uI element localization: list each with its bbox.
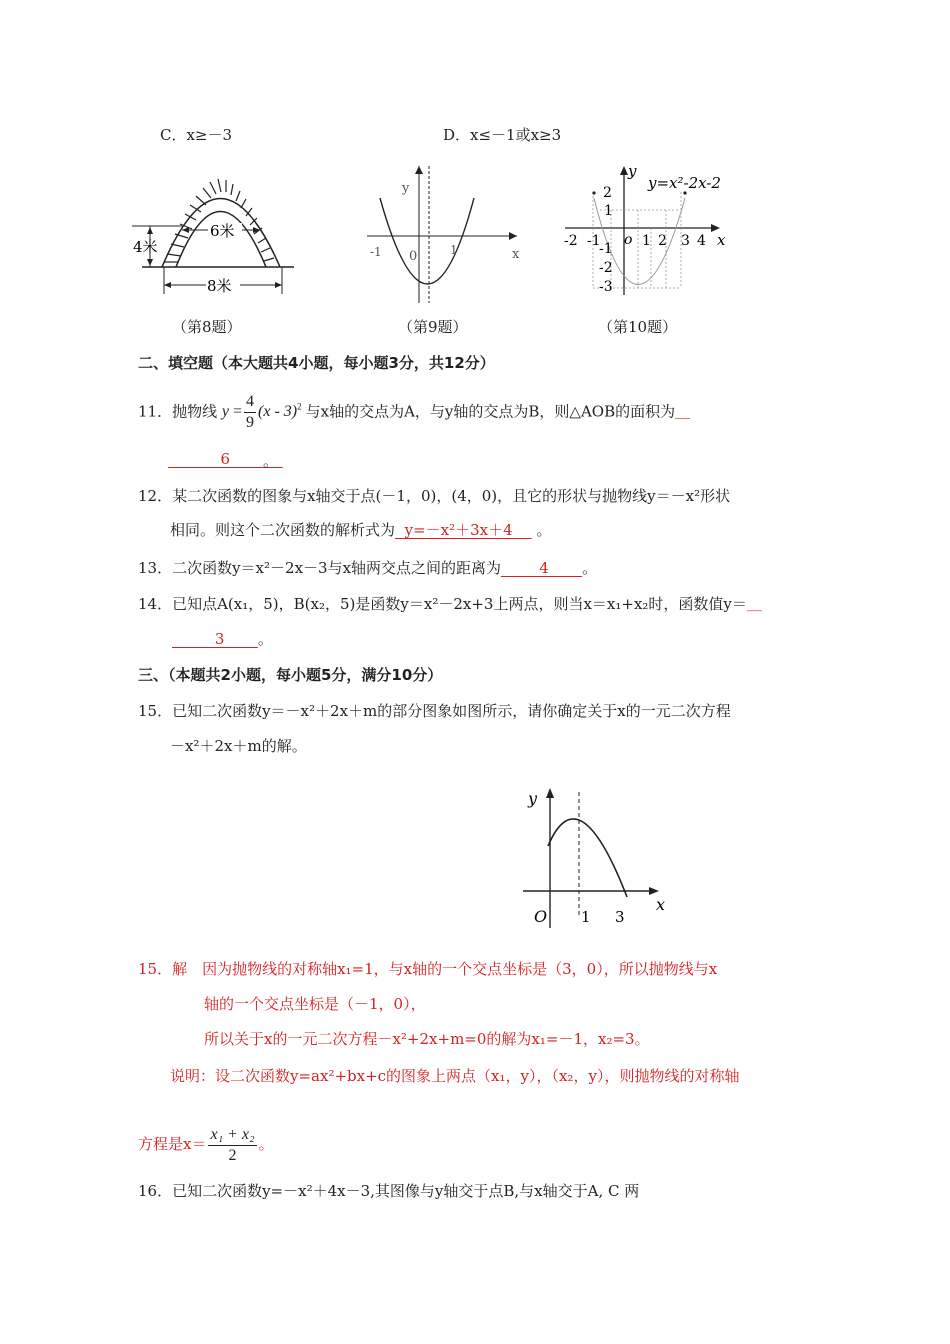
fig10-ytick: 2 [603,185,612,201]
fig10-origin: o [624,232,633,248]
fig15-origin: O [534,907,548,926]
q11-answer: 6 [220,450,230,468]
fig9-x-label: x [512,247,520,262]
solution-15-line3: 所以关于x的一元二次方程－x²+2x+m=0的解为x₁=－1，x₂=3。 [204,1030,650,1048]
fig10-xtick: 3 [681,233,690,249]
fig15-x-label: x [656,895,666,914]
solution-15-line1: 15．解 因为抛物线的对称轴x₁=1，与x轴的一个交点坐标是（3，0），所以抛物线与x [138,960,718,978]
solution-15-note: 说明：设二次函数y=ax²+bx+c的图象上两点（x₁，y），（x₂，y），则抛物线的对称轴 [170,1067,740,1085]
fig9-origin: 0 [409,249,418,264]
fig10-ytick: -2 [599,260,613,276]
option-c: C．x≥－3 [160,126,233,144]
question-16: 16．已知二次函数y=－x²＋4x－3,其图像与y轴交于点B,与x轴交于A, C 两 [138,1182,640,1200]
question-15-line2: －x²＋2x＋m的解。 [170,737,307,755]
option-d: D．x≤－1或x≥3 [443,126,562,144]
question-13: 13．二次函数y＝x²－2x－3与x轴两交点之间的距离为 4 。 [138,559,598,577]
fig10-ytick: -1 [599,241,613,257]
section-3-title: 三、（本题共2小题，每小题5分，满分10分） [138,666,443,684]
caption-fig10: （第10题） [598,318,678,336]
caption-fig8: （第8题） [172,318,242,336]
fig10-y-label: y [628,162,637,180]
solution-15-line2: 轴的一个交点坐标是（－1，0）， [204,995,426,1013]
fig15-y-label: y [528,789,538,808]
fig10-ytick: 1 [604,203,613,219]
fig8-label-4m: 4米 [133,238,158,256]
section-2-title: 二、填空题（本大题共4小题，每小题3分，共12分） [138,354,495,372]
question-15-line1: 15．已知二次函数y＝－x²＋2x＋m的部分图象如图所示，请你确定关于x的一元二次方程 [138,702,731,720]
solution-15-formula: 方程是x＝ $\frac{\text{x₁ + x₂}}{2}$ 。 [138,1125,274,1164]
q14-answer: 3 。 [214,630,273,648]
question-12-line2: 相同。则这个二次函数的解析式为 y=－x²＋3x＋4 。 [170,521,552,539]
question-11: 11．抛物线 y = $\frac{4}{9}$ (x - 3)$^2$ 与x轴的交点为A，与y轴的交点为B，则△AOB的面积为＿ [138,393,691,432]
fig8-label-6m: 6米 [210,222,235,240]
caption-fig9: （第9题） [398,318,468,336]
fig8-label-8m: 8米 [207,277,232,295]
fig15-tick-3: 3 [615,908,625,926]
fig10-xtick: 4 [697,233,706,249]
fig10-xtick: -1 [587,233,601,249]
figure-15-graph [520,780,680,930]
fig10-equation: y=x²-2x-2 [648,174,721,192]
q11-formula: y = $\frac{4}{9}$ (x - 3)$^2$ [221,393,302,432]
fig10-ytick: -3 [599,279,613,295]
figure-8-arch [132,170,298,300]
fig10-xtick: 2 [658,233,667,249]
fig10-xtick: -2 [564,233,578,249]
fig15-tick-1: 1 [581,908,591,926]
fig10-xtick: 1 [642,233,651,249]
figure-9-parabola [362,158,527,308]
fig10-x-label: x [717,231,726,249]
question-12-line1: 12．某二次函数的图象与x轴交于点(－1，0)，(4，0)，且它的形状与抛物线y＝－x²形状 [138,487,731,505]
figure-10-parabola [560,160,735,300]
fig9-y-label: y [402,181,410,196]
fig9-tick-1: 1 [450,243,458,257]
question-14: 14．已知点A(x₁，5)，B(x₂，5)是函数y＝x²－2x+3上两点，则当x＝x₁+x₂时，函数值y＝＿ [138,595,762,613]
fig9-tick-minus1: -1 [370,245,382,259]
